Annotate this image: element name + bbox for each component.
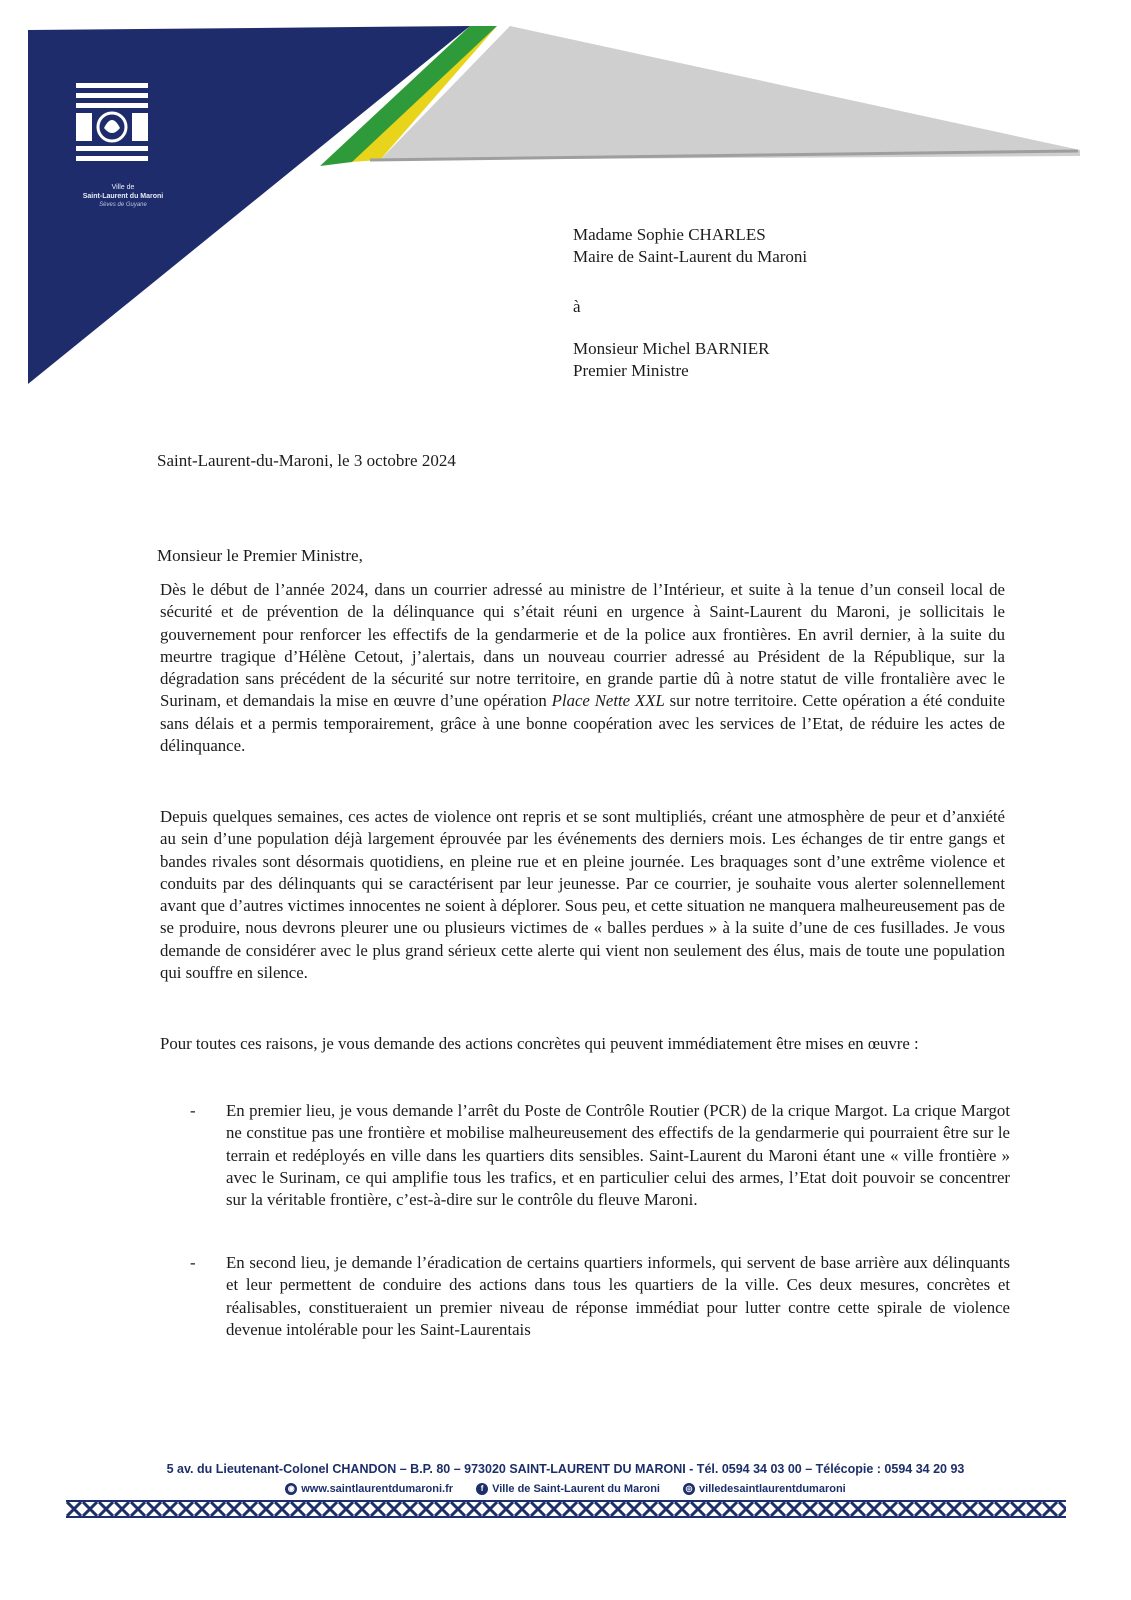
bullet-text: En second lieu, je demande l’éradication de certains quartiers informels, qui servent de base arrière aux délinquants et leur permettent de conduire des actions dans tous les quartiers de la ville. Ces deux mesures, concrètes et réalisables, constitueraient un premier niveau de réponse immédiat pour lutter contre cette spirale de violence devenue intolérable pour les Saint-Laurentais (226, 1253, 1010, 1339)
sender-block (573, 224, 807, 268)
footer-pattern-band (66, 1500, 1066, 1518)
website-link[interactable] (285, 1483, 453, 1495)
bullet-item-1 (190, 1100, 1010, 1211)
recipient-name: Monsieur Michel BARNIER (573, 339, 770, 358)
paragraph-3: Pour toutes ces raisons, je vous demande des actions concrètes qui peuvent immédiatement être mises en œuvre : (160, 1034, 919, 1053)
logo-caption (58, 183, 188, 210)
bullet-dash: - (190, 1253, 196, 1272)
facebook-icon: f (476, 1483, 488, 1495)
paragraph-1-part-2: sur notre territoire. Cette opération a été conduite sans délais et a permis temporairement, grâce à une bonne coopération avec les services de l’Etat, de réduire les actes de délinquance. (160, 691, 1006, 756)
paragraph-1 (160, 579, 1005, 757)
date-line: Saint-Laurent-du-Maroni, le 3 octobre 2024 (157, 451, 456, 470)
footer-links (0, 1482, 1131, 1495)
website-text: www.saintlaurentdumaroni.fr (301, 1483, 454, 1495)
logo-city-line: Ville de (111, 184, 135, 191)
recipient-block (573, 338, 769, 382)
sender-title: Maire de Saint-Laurent du Maroni (573, 247, 808, 266)
bullet-text: En premier lieu, je vous demande l’arrêt du Poste de Contrôle Routier (PCR) de la crique Margot. La crique Margot ne constitue pas une frontière et mobilise malheureusement des effectifs de la gendarmerie qui pourraient être sur le terrain et redéployés en ville dans les quartiers dits sensibles. Saint-Laurent du Maroni étant une « ville frontière » avec le Surinam, ce qui amplifie tous les trafics, et en particulier celui des armes, l’Etat doit pouvoir se concentrer sur la véritable frontière, c’est-à-dire sur le contrôle du fleuve Maroni. (226, 1101, 1010, 1210)
logo-tag-line: Sèves de Guyane (99, 202, 147, 208)
footer-address: 5 av. du Lieutenant-Colonel CHANDON – B.P. 80 – 973020 SAINT-LAURENT DU MARONI - Tél. 0594 34 03 00 – Télécopie : 0594 34 20 93 (166, 1462, 965, 1476)
globe-icon: ◉ (285, 1483, 297, 1495)
paragraph-1-part-1: Dès le début de l’année 2024, dans un courrier adressé au ministre de l’Intérieur, et suite à la tenue d’un conseil local de sécurité et de prévention de la délinquance qui s’était réuni en urgence à Saint-Laurent du Maroni, je sollicitais le gouvernement pour renforcer les effectifs de la gendarmerie et de la police aux frontières. En avril dernier, à la suite du meurtre tragique d’Hélène Cetout, j’alertais, dans un nouveau courrier adressé au Président de la République, sur la dégradation sans précédent de la sécurité sur notre territoire, en grande partie dû à notre statut de ville frontalière avec le Surinam, et demandais la mise en œuvre d’une opération (160, 580, 1005, 711)
connector: à (573, 297, 581, 316)
city-emblem-icon (76, 83, 148, 161)
bullet-item-2 (190, 1252, 1010, 1341)
sender-name: Madame Sophie CHARLES (573, 225, 766, 244)
recipient-title: Premier Ministre (573, 361, 689, 380)
bullet-dash: - (190, 1101, 196, 1120)
instagram-icon: ◎ (683, 1483, 695, 1495)
paragraph-2: Depuis quelques semaines, ces actes de violence ont repris et se sont multipliés, créant une atmosphère de peur et d’anxiété au sein d’une population déjà largement éprouvée par les événements des derniers mois. Les échanges de tir entre gangs et bandes rivales sont désormais quotidiens, en pleine rue et en pleine journée. Les braquages sont d’une extrême violence et conduits par des délinquants qui se caractérisent par leur jeunesse. Par ce courrier, je souhaite vous alerter solennellement avant que d’autres victimes innocentes ne soient à déplorer. Sous peu, et cette situation ne manquera malheureusement pas de se produire, nous devrons pleurer une ou plusieurs victimes de « balles perdues » à la suite d’une de ces fusillades. Je vous demande de considérer avec le plus grand sérieux cette alerte qui vient non seulement des élus, mais de toute une population qui souffre en silence. (160, 807, 1005, 983)
instagram-link[interactable] (683, 1483, 846, 1495)
instagram-text: villedesaintlaurentdumaroni (699, 1483, 846, 1495)
salutation: Monsieur le Premier Ministre, (157, 546, 363, 565)
facebook-link[interactable] (476, 1483, 660, 1495)
operation-name: Place Nette XXL (551, 691, 665, 711)
logo-name-line: Saint-Laurent du Maroni (82, 193, 164, 200)
facebook-text: Ville de Saint-Laurent du Maroni (492, 1483, 660, 1495)
